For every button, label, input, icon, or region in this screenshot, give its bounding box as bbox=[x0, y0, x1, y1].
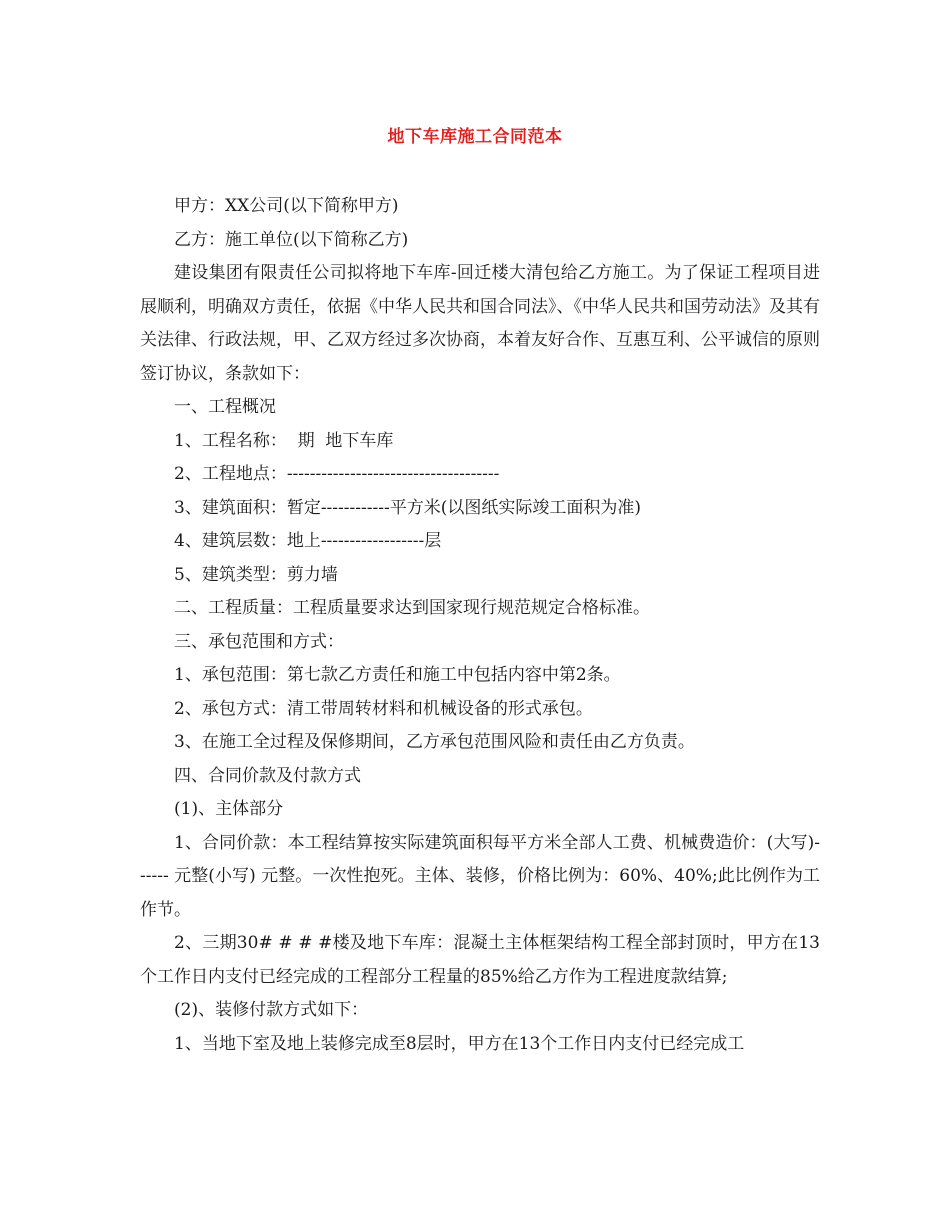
clause-project-location: 2、工程地点：------------------------------------- bbox=[174, 464, 500, 484]
party-a-line: 甲方：XX公司(以下简称甲方) bbox=[174, 196, 399, 216]
clause-building-area: 3、建筑面积：暂定------------平方米(以图纸实际竣工面积为准) bbox=[174, 497, 642, 518]
preamble-paragraph: 建设集团有限责任公司拟将地下车库-回迁楼大清包给乙方施工。为了保证工程项目进展顺利，明确双方责任，依据《中华人民共和国合同法》、《中华人民共和国劳动法》及其有关法律、行政法规，甲、乙双方经过多次协商，本着友好合作、互惠互利、公平诚信的原则签订协议，条款如下： bbox=[140, 263, 820, 384]
section-heading-scope: 三、承包范围和方式： bbox=[174, 631, 344, 652]
clause-phase-three-payment: 2、三期30# # # #楼及地下车库：混凝土主体框架结构工程全部封顶时，甲方在13个工作日内支付已经完成的工程部分工程量的85%给乙方作为工程进度款结算; bbox=[140, 933, 820, 987]
document-body bbox=[140, 190, 820, 1061]
clause-contract-price: 1、合同价款：本工程结算按实际建筑面积每平方米全部人工费、机械费造价：(大写)------ 元整(小写) 元整。一次性抱死。主体、装修，价格比例为：60%、40%;此比例作为工作节。 bbox=[140, 832, 820, 920]
subheading-decoration-payment: (2)、装修付款方式如下： bbox=[174, 1000, 369, 1020]
section-heading-quality: 二、工程质量：工程质量要求达到国家现行规范规定合格标准。 bbox=[174, 598, 650, 618]
clause-contract-method: 2、承包方式：清工带周转材料和机械设备的形式承包。 bbox=[174, 698, 593, 719]
clause-scope: 1、承包范围：第七款乙方责任和施工中包括内容中第2条。 bbox=[174, 665, 621, 685]
clause-building-floors: 4、建筑层数：地上------------------层 bbox=[174, 531, 442, 551]
party-b-line: 乙方：施工单位(以下简称乙方) bbox=[174, 229, 409, 250]
section-heading-project-overview: 一、工程概况 bbox=[174, 397, 276, 417]
clause-decoration-payment: 1、当地下室及地上装修完成至8层时，甲方在13个工作日内支付已经完成工 bbox=[174, 1033, 745, 1054]
clause-building-type: 5、建筑类型：剪力墙 bbox=[174, 564, 338, 585]
subheading-main-structure: (1)、主体部分 bbox=[174, 799, 284, 819]
clause-project-name: 1、工程名称： 期 地下车库 bbox=[174, 430, 394, 451]
clause-risk-responsibility: 3、在施工全过程及保修期间，乙方承包范围风险和责任由乙方负责。 bbox=[174, 732, 695, 752]
document-title: 地下车库施工合同范本 bbox=[387, 127, 563, 147]
section-heading-payment: 四、合同价款及付款方式 bbox=[174, 765, 361, 786]
